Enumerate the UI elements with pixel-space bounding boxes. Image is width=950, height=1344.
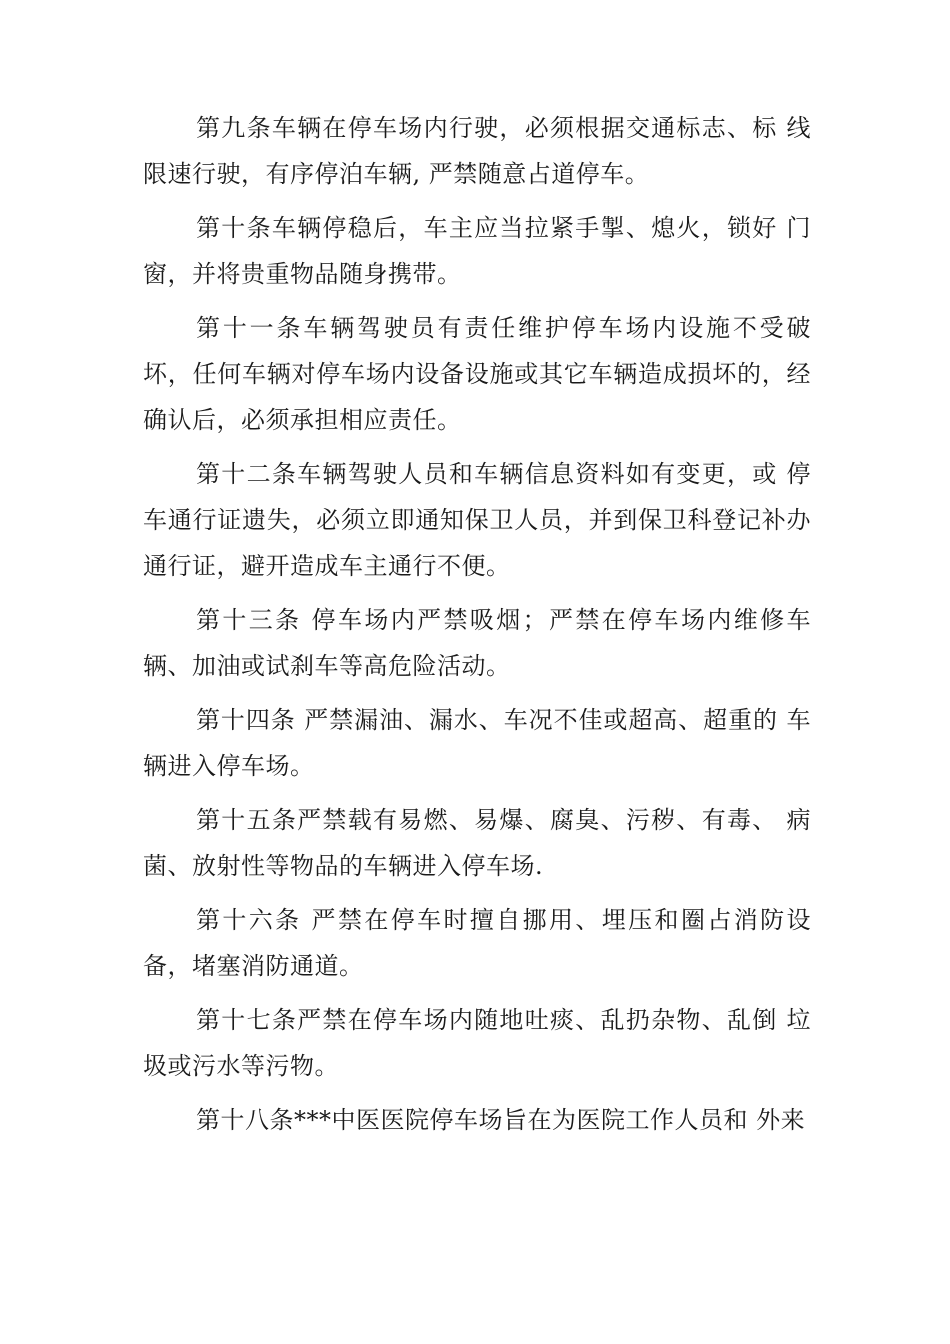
article-10-paragraph: 第十条车辆停稳后，车主应当拉紧手掣、熄火，锁好 门窗，并将贵重物品随身携带。 bbox=[143, 214, 811, 288]
article-13-paragraph: 第十三条 停车场内严禁吸烟；严禁在停车场内维修车辆、加油或试刹车等高危险活动。 bbox=[143, 606, 811, 680]
article-14-paragraph: 第十四条 严禁漏油、漏水、车况不佳或超高、超重的 车辆进入停车场。 bbox=[143, 706, 811, 780]
document-body bbox=[143, 105, 811, 1151]
article-18-paragraph: 第十八条***中医医院停车场旨在为医院工作人员和 外来 bbox=[196, 1106, 806, 1134]
article-12-paragraph: 第十二条车辆驾驶人员和车辆信息资料如有变更，或 停车通行证遗失，必须立即通知保卫人员，并到保卫科登记补办通行证，避开造成车主通行不便。 bbox=[143, 460, 811, 580]
article-9-paragraph: 第九条车辆在停车场内行驶，必须根据交通标志、标 线限速行驶，有序停泊车辆, 严禁随意占道停车。 bbox=[143, 114, 811, 188]
article-17-paragraph: 第十七条严禁在停车场内随地吐痰、乱扔杂物、乱倒 垃圾或污水等污物。 bbox=[143, 1006, 811, 1080]
article-11-paragraph: 第十一条车辆驾驶员有责任维护停车场内设施不受破 坏，任何车辆对停车场内设备设施或其它车辆造成损坏的，经 确认后，必须承担相应责任。 bbox=[143, 314, 811, 434]
article-16-paragraph: 第十六条 严禁在停车时擅自挪用、埋压和圈占消防设备，堵塞消防通道。 bbox=[143, 906, 811, 980]
article-15-paragraph: 第十五条严禁载有易燃、易爆、腐臭、污秽、有毒、 病菌、放射性等物品的车辆进入停车场. bbox=[143, 806, 811, 880]
